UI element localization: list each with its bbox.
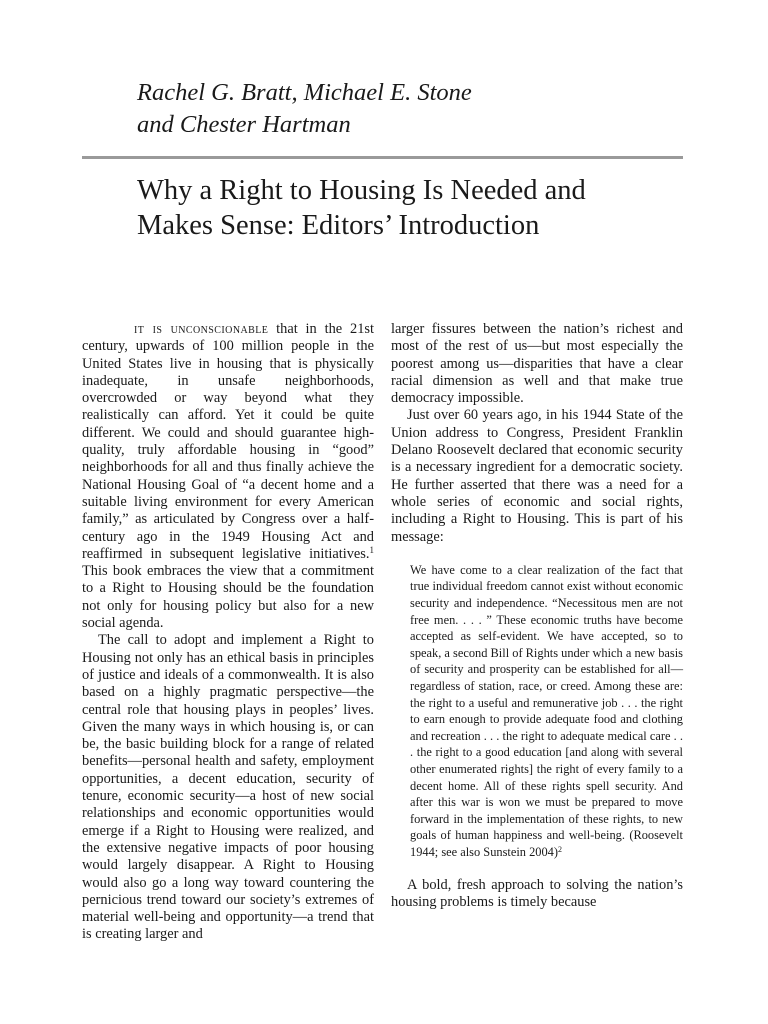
header-divider (82, 156, 683, 159)
paragraph-text: that in the 21st century, upwards of 100 million people in the United States live in housing that is physically inadequate, in unsafe neighborhoods, overcrowded or way beyond what they realistically can afford. Yet it could be quite different. We could and should guarantee high-quality, truly affordable housing in “good” neighborhoods for all and thus finally achieve the National Housing Goal of “a decent home and a suitable living environment for every American family,” as articulated by Congress over a half-century ago in the 1949 Housing Act and reaffirmed in subsequent legislative initiatives. (82, 321, 374, 562)
right-column (391, 321, 683, 911)
paragraph: The call to adopt and implement a Right to Housing not only has an ethical basis in principles of justice and ideals of a commonwealth. It is also based on a highly pragmatic perspective—the central role that housing plays in peoples’ lives. Given the many ways in which housing is, or can be, the basic building block for a range of related benefits—personal health and safety, employment opportunities, a decent education, security of tenure, economic security—a host of new social relationships and economic opportunities would emerge if a Right to Housing were realized, and the extensive negative impacts of poor housing would largely disappear. A Right to Housing would also go a long way toward countering the pernicious trend toward our society’s extremes of material well-being and opportunity—a trend that is creating larger and (82, 632, 374, 943)
title-line-1: Why a Right to Housing Is Needed and (137, 175, 586, 206)
paragraph-continued: larger fissures between the nation’s richest and most of the rest of us—but most especially the poorest among us—disparities that have a clear racial dimension as well and that make true democracy impossible. (391, 321, 683, 407)
footnote-ref-2: 2 (558, 844, 562, 854)
left-column (82, 321, 374, 944)
author-names (137, 77, 472, 141)
paragraph-text-continued: This book embraces the view that a commitment to a Right to Housing should be the foundation not only for housing policy but also for a new social agenda. (82, 563, 374, 632)
block-quote (410, 562, 683, 861)
opening-smallcaps: it is unconscionable (134, 321, 269, 337)
title-line-2: Makes Sense: Editors’ Introduction (137, 210, 540, 241)
quote-text: We have come to a clear realization of the fact that true individual freedom cannot exist without economic security and independence. “Necessitous men are not free men. . . . ” These economic truths have become accepted as self-evident. We have accepted, so to speak, a second Bill of Rights under which a new basis of security and prosperity can be established for all—regardless of station, race, or creed. Among these are: the right to a useful and remunerative job . . . the right to earn enough to provide adequate food and clothing and recreation . . . the right to adequate medical care . . . the right to a good education [and along with several other enumerated rights] the right of every family to a decent home. All of these rights spell security. And after this war is won we must be prepared to move forward in the implementation of these rights, to new goals of human happiness and well-being. (Roosevelt 1944; see also Sunstein 2004) (410, 562, 683, 859)
paragraph: A bold, fresh approach to solving the nation’s housing problems is timely because (391, 876, 683, 910)
author-line-1: Rachel G. Bratt, Michael E. Stone (137, 79, 472, 106)
author-line-2: and Chester Hartman (137, 111, 351, 138)
paragraph: Just over 60 years ago, in his 1944 State of the Union address to Congress, President Franklin Delano Roosevelt declared that economic security is a necessary ingredient for a democratic society. He further asserted that there was a need for a whole series of economic and social rights, including a Right to Housing. This is part of his message: (391, 407, 683, 545)
paragraph-opening (82, 321, 374, 632)
chapter-title (137, 173, 586, 243)
footnote-ref-1: 1 (369, 544, 374, 555)
